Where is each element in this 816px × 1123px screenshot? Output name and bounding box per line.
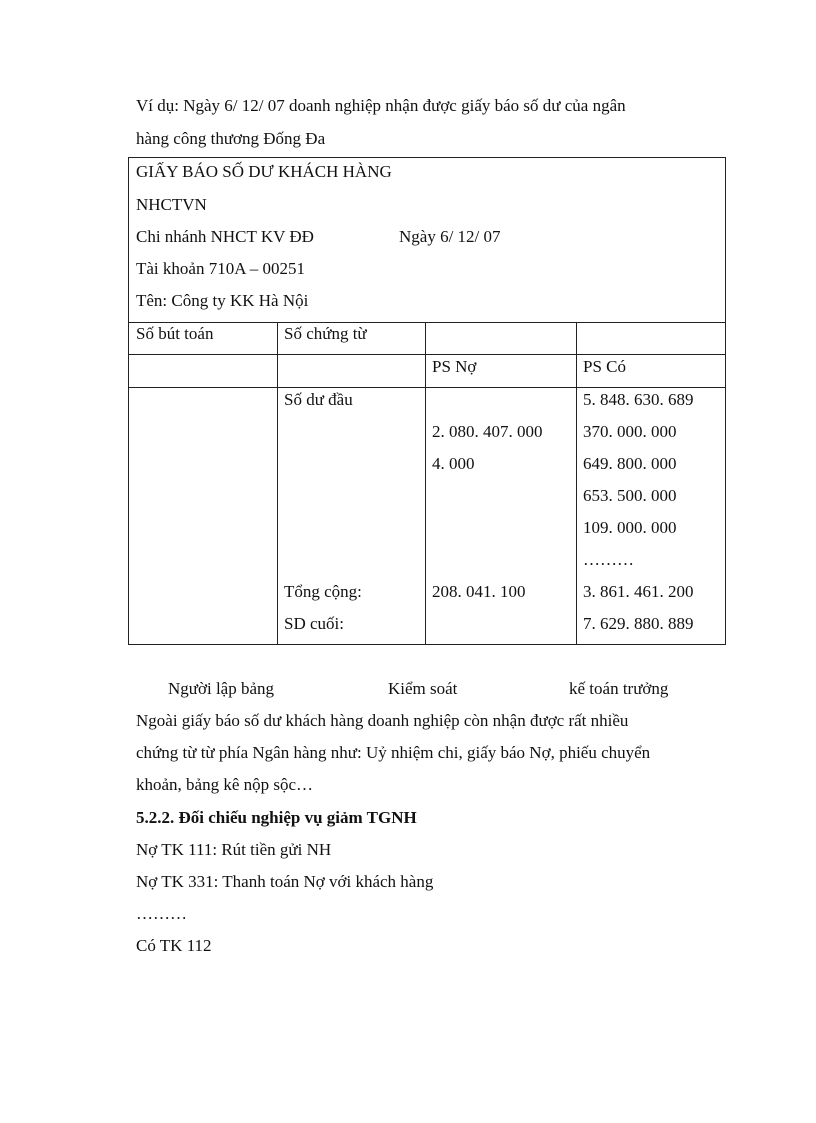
header-debit: PS Nợ [432,357,477,376]
balance-notice-table [128,157,726,645]
header-credit: PS Có [583,357,626,376]
credit-value: 653. 500. 000 [583,486,677,505]
entry-ellipsis: ……… [136,904,187,923]
closing-balance-label: SD cuối: [284,614,344,633]
closing-balance-credit: 7. 629. 880. 889 [583,614,694,633]
credit-value: 5. 848. 630. 689 [583,390,694,409]
table-col-rule-2 [425,322,426,644]
intro-line-2: hàng công thương Đống Đa [136,129,326,148]
notice-customer-name: Tên: Công ty KK Hà Nội [136,291,309,310]
total-label: Tổng cộng: [284,582,362,601]
opening-balance-label: Số dư đầu [284,390,353,409]
total-credit: 3. 861. 461. 200 [583,582,694,601]
debit-value: 2. 080. 407. 000 [432,422,543,441]
entry-debit-331: Nợ TK 331: Thanh toán Nợ với khách hàng [136,872,434,891]
paragraph-line-1: Ngoài giấy báo số dư khách hàng doanh nghiệp còn nhận được rất nhiều [136,711,629,730]
header-entry-no: Số bút toán [136,324,214,343]
signature-chief-accountant: kế toán trưởng [569,679,669,698]
table-col-rule-1 [277,322,278,644]
header-doc-no: Số chứng từ [284,324,367,343]
table-rule-body [129,387,725,388]
credit-ellipsis: ……… [583,550,634,569]
table-rule-subheader [129,354,725,355]
section-heading: 5.2.2. Đối chiếu nghiệp vụ giảm TGNH [136,808,417,827]
signature-preparer: Người lập bảng [168,679,275,698]
paragraph-line-3: khoản, bảng kê nộp sộc… [136,775,314,794]
notice-date: Ngày 6/ 12/ 07 [399,227,501,246]
notice-title: GIẤY BÁO SỐ DƯ KHÁCH HÀNG [136,162,392,181]
credit-value: 109. 000. 000 [583,518,677,537]
notice-account: Tài khoản 710A – 00251 [136,259,306,278]
table-rule-header [129,322,725,323]
credit-value: 370. 000. 000 [583,422,677,441]
notice-bank: NHCTVN [136,195,207,214]
credit-value: 649. 800. 000 [583,454,677,473]
paragraph-line-2: chứng từ từ phía Ngân hàng như: Uỷ nhiệm chi, giấy báo Nợ, phiếu chuyển [136,743,651,762]
debit-value: 4. 000 [432,454,475,473]
intro-line-1: Ví dụ: Ngày 6/ 12/ 07 doanh nghiệp nhận được giấy báo số dư của ngân [136,96,626,115]
notice-branch: Chi nhánh NHCT KV ĐĐ [136,227,314,246]
entry-debit-111: Nợ TK 111: Rút tiền gửi NH [136,840,332,859]
total-debit: 208. 041. 100 [432,582,526,601]
signature-controller: Kiểm soát [388,679,458,698]
table-col-rule-3 [576,322,577,644]
entry-credit-112: Có TK 112 [136,936,212,955]
